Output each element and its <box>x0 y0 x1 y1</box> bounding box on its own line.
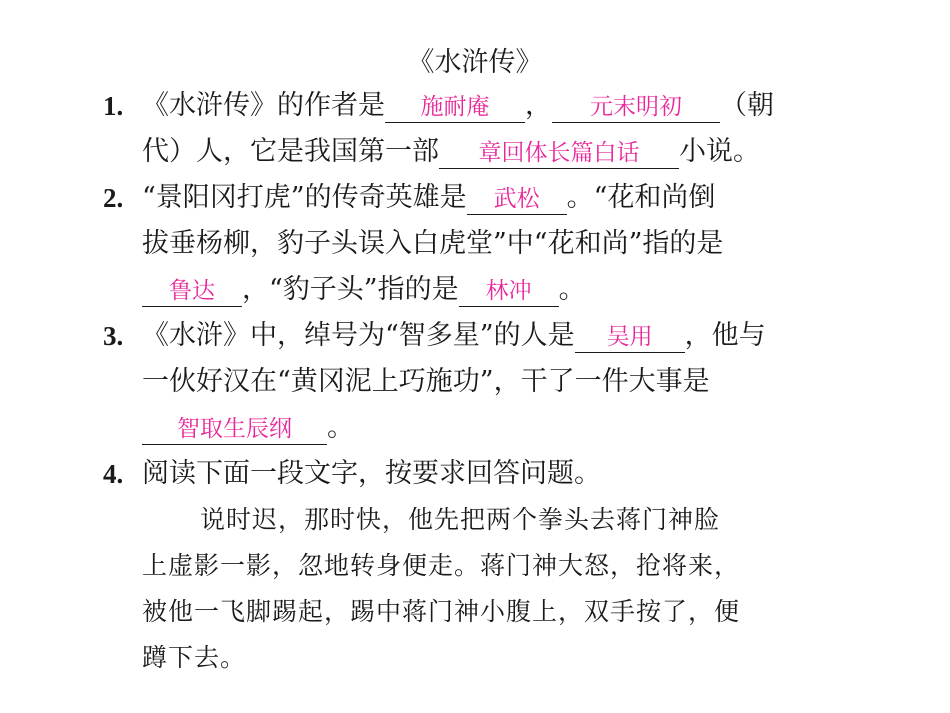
q1-text: 小说。 <box>679 136 760 167</box>
q3-line-3 <box>142 410 354 446</box>
q1-text: （朝 <box>720 90 774 121</box>
q2-blank-leopard <box>459 275 559 307</box>
q3-blank-person <box>575 321 685 353</box>
q2-answer-leopard: 林冲 <box>485 278 532 304</box>
section-title: 《水浒传》 <box>407 47 543 78</box>
q2-text: ，“豹子头”指的是 <box>242 274 459 305</box>
q1-number: 1. <box>103 91 124 121</box>
q3-answer-person: 吴用 <box>606 324 653 350</box>
q1-text: 代）人，它是我国第一部 <box>142 136 439 167</box>
q3-text: 《水浒》中，绰号为“智多星”的人是 <box>142 320 575 351</box>
q2-number: 2. <box>103 183 124 213</box>
q2-blank-monk <box>142 275 242 307</box>
q4-passage-line-4: 蹲下去。 <box>142 643 247 672</box>
q1-blank-era <box>552 91 720 123</box>
q2-line-1 <box>142 180 715 216</box>
q2-answer-hero: 武松 <box>493 186 540 212</box>
q1-answer-era: 元末明初 <box>590 94 682 120</box>
q3-text: ，他与 <box>684 320 766 351</box>
q1-text: ， <box>525 90 552 121</box>
q3-answer-event: 智取生辰纲 <box>177 416 292 442</box>
q1-line-1 <box>142 88 774 124</box>
q4-passage-line-1: 说时迟，那时快，他先把两个拳头去蒋门神脸 <box>200 505 721 534</box>
q2-blank-hero <box>467 183 567 215</box>
q4-passage-line-3: 被他一飞脚踢起，踢中蒋门神小腹上，双手按了，便 <box>142 597 741 626</box>
q2-line-3 <box>142 272 586 308</box>
q3-text: 。 <box>327 412 354 443</box>
q3-number: 3. <box>103 321 124 351</box>
q2-line-2: 拔垂杨柳，豹子头误入白虎堂”中“花和尚”指的是 <box>142 228 724 259</box>
q1-blank-genre <box>439 137 679 169</box>
q2-answer-monk: 鲁达 <box>169 278 215 304</box>
q4-passage-line-2: 上虚影一影，忽地转身便走。蒋门神大怒，抢将来， <box>142 551 741 580</box>
q2-text: 。 <box>558 274 586 305</box>
q1-text: 《水浒传》的作者是 <box>142 90 385 121</box>
q2-text: “景阳冈打虎”的传奇英雄是 <box>142 182 467 213</box>
q1-answer-author: 施耐庵 <box>420 94 490 120</box>
q3-line-1 <box>142 318 766 354</box>
q3-line-2: 一伙好汉在“黄冈泥上巧施功”，干了一件大事是 <box>142 366 710 397</box>
q1-blank-author <box>385 91 525 123</box>
q1-line-2 <box>142 134 760 170</box>
q3-blank-event <box>142 413 327 445</box>
q2-text: 。“花和尚倒 <box>566 182 716 213</box>
q4-number: 4. <box>103 459 124 489</box>
q4-instruction: 阅读下面一段文字，按要求回答问题。 <box>142 458 601 489</box>
q1-answer-genre: 章回体长篇白话 <box>478 140 640 166</box>
